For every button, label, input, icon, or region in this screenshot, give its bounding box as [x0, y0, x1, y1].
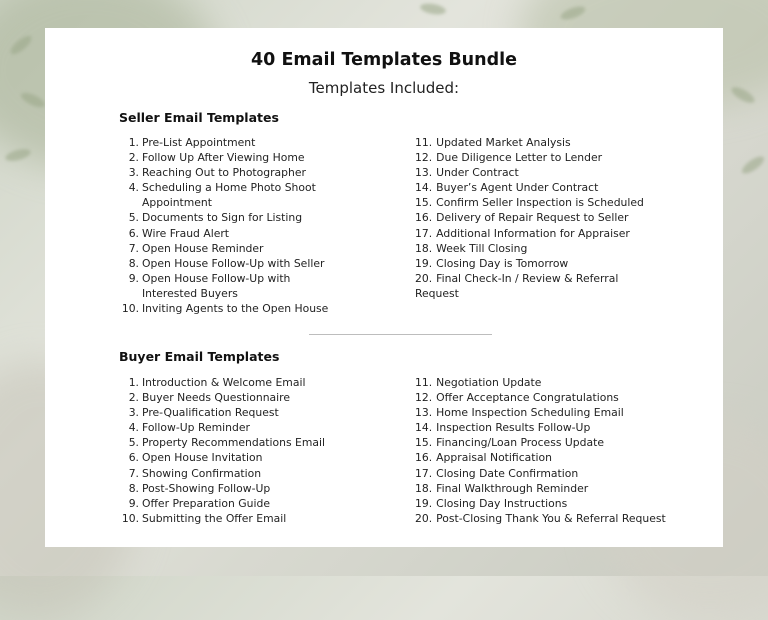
list-item-text: Post-Closing Thank You & Referral Request — [436, 511, 666, 525]
list-item-number: 15. — [415, 436, 433, 450]
list-item-number: 2. — [128, 151, 139, 165]
buyer-template-item — [125, 390, 365, 405]
leaf-decoration — [4, 147, 32, 163]
leaf-decoration — [739, 153, 766, 176]
list-item-number: 20. — [415, 511, 433, 525]
buyer-template-item — [125, 466, 365, 481]
page-title: 40 Email Templates Bundle — [251, 50, 517, 70]
list-item-text: Week Till Closing — [436, 241, 528, 255]
list-item-text: Closing Day is Tomorrow — [436, 256, 569, 270]
list-item-number: 18. — [415, 481, 433, 495]
list-item-number: 20. — [415, 271, 433, 285]
list-item-text: Documents to Sign for Listing — [142, 211, 303, 225]
list-item-number: 9. — [128, 271, 139, 285]
seller-template-item — [121, 301, 345, 316]
list-item-number: 10. — [121, 511, 139, 525]
list-item-number: 14. — [415, 181, 433, 195]
list-item-number: 14. — [415, 421, 433, 435]
list-item-text: Final Check-In / Review & Referral Request — [415, 271, 619, 300]
list-item-number: 18. — [415, 241, 433, 255]
seller-list-left — [121, 135, 345, 316]
list-item-text: Wire Fraud Alert — [142, 226, 230, 240]
list-item-text: Confirm Seller Inspection is Scheduled — [436, 196, 644, 210]
seller-template-item — [415, 150, 655, 165]
buyer-template-item — [415, 450, 695, 465]
list-item-text: Offer Preparation Guide — [142, 496, 270, 510]
buyer-template-item — [125, 420, 365, 435]
seller-template-item — [415, 256, 655, 271]
list-item-number: 1. — [128, 376, 139, 389]
list-item-text: Under Contract — [436, 166, 519, 180]
buyer-template-item — [415, 466, 695, 481]
list-item-number: 1. — [128, 136, 139, 149]
section-divider — [309, 334, 492, 335]
seller-template-item — [415, 165, 655, 180]
list-item-text: Closing Date Confirmation — [436, 466, 579, 480]
list-item-number: 7. — [128, 241, 139, 255]
list-item-text: Closing Day Instructions — [436, 496, 568, 510]
seller-template-item — [415, 135, 655, 150]
list-item-number: 19. — [415, 256, 433, 270]
buyer-template-item — [415, 375, 695, 390]
seller-template-item — [415, 271, 655, 301]
list-item-number: 3. — [128, 406, 139, 420]
list-item-text: Submitting the Offer Email — [142, 511, 287, 525]
buyer-template-item — [125, 375, 365, 390]
buyer-template-item — [415, 420, 695, 435]
seller-template-item — [125, 271, 345, 301]
list-item-number: 13. — [415, 406, 433, 420]
list-item-number: 6. — [128, 451, 139, 465]
list-item-number: 15. — [415, 196, 433, 210]
list-item-text: Updated Market Analysis — [436, 136, 571, 149]
list-item-text: Reaching Out to Photographer — [142, 166, 306, 180]
list-item-text: Inspection Results Follow-Up — [436, 421, 591, 435]
list-item-text: Buyer’s Agent Under Contract — [436, 181, 599, 195]
buyer-template-item — [125, 435, 365, 450]
list-item-number: 13. — [415, 166, 433, 180]
seller-template-item — [415, 180, 655, 195]
seller-template-item — [125, 256, 345, 271]
seller-section-heading: Seller Email Templates — [119, 110, 279, 125]
list-item-number: 7. — [128, 466, 139, 480]
seller-template-item — [415, 241, 655, 256]
seller-template-item — [125, 165, 345, 180]
list-item-number: 4. — [128, 181, 139, 195]
seller-template-item — [415, 195, 655, 210]
seller-template-item — [415, 226, 655, 241]
list-item-number: 4. — [128, 421, 139, 435]
list-item-number: 8. — [128, 481, 139, 495]
list-item-text: Open House Invitation — [142, 451, 263, 465]
list-item-number: 10. — [121, 302, 139, 316]
list-item-text: Inviting Agents to the Open House — [142, 302, 329, 316]
buyer-template-item — [125, 450, 365, 465]
list-item-number: 12. — [415, 151, 433, 165]
list-item-text: Due Diligence Letter to Lender — [436, 151, 603, 165]
list-item-text: Negotiation Update — [436, 376, 542, 389]
list-item-number: 3. — [128, 166, 139, 180]
list-item-text: Showing Confirmation — [142, 466, 262, 480]
leaf-decoration — [419, 2, 446, 16]
buyer-list-left — [121, 375, 365, 526]
list-item-number: 12. — [415, 391, 433, 405]
list-item-number: 6. — [128, 226, 139, 240]
list-item-text: Final Walkthrough Reminder — [436, 481, 589, 495]
seller-template-item — [125, 241, 345, 256]
list-item-text: Open House Follow-Up with Interested Buyers — [142, 271, 291, 300]
list-item-number: 11. — [415, 136, 433, 149]
list-item-text: Appraisal Notification — [436, 451, 552, 465]
seller-template-item — [125, 135, 345, 150]
list-item-text: Pre-Qualification Request — [142, 406, 279, 420]
seller-template-item — [415, 210, 655, 225]
list-item-text: Follow-Up Reminder — [142, 421, 250, 435]
list-item-number: 5. — [128, 211, 139, 225]
templates-card — [45, 28, 723, 547]
buyer-template-item — [415, 405, 695, 420]
list-item-number: 17. — [415, 466, 433, 480]
buyer-template-item — [415, 435, 695, 450]
list-item-text: Open House Follow-Up with Seller — [142, 256, 325, 270]
list-item-text: Financing/Loan Process Update — [436, 436, 604, 450]
list-item-number: 19. — [415, 496, 433, 510]
buyer-template-item — [125, 405, 365, 420]
list-item-number: 9. — [128, 496, 139, 510]
list-item-text: Pre-List Appointment — [142, 136, 256, 149]
seller-list-right — [415, 135, 655, 301]
buyer-template-item — [121, 511, 365, 526]
list-item-text: Offer Acceptance Congratulations — [436, 391, 619, 405]
buyer-template-item — [415, 496, 695, 511]
list-item-text: Introduction & Welcome Email — [142, 376, 306, 389]
seller-template-item — [125, 150, 345, 165]
seller-template-item — [125, 226, 345, 241]
list-item-text: Post-Showing Follow-Up — [142, 481, 271, 495]
list-item-number: 5. — [128, 436, 139, 450]
buyer-template-item — [125, 496, 365, 511]
buyer-template-item — [125, 481, 365, 496]
list-item-text: Delivery of Repair Request to Seller — [436, 211, 629, 225]
list-item-text: Buyer Needs Questionnaire — [142, 391, 291, 405]
list-item-text: Open House Reminder — [142, 241, 264, 255]
buyer-template-item — [415, 390, 695, 405]
seller-template-item — [125, 180, 345, 210]
buyer-template-item — [415, 511, 695, 526]
list-item-text: Scheduling a Home Photo Shoot Appointment — [142, 181, 316, 210]
list-item-text: Follow Up After Viewing Home — [142, 151, 305, 165]
list-item-text: Home Inspection Scheduling Email — [436, 406, 624, 420]
list-item-number: 16. — [415, 211, 433, 225]
list-item-text: Additional Information for Appraiser — [436, 226, 630, 240]
buyer-template-item — [415, 481, 695, 496]
seller-template-item — [125, 210, 345, 225]
buyer-section-heading: Buyer Email Templates — [119, 349, 280, 364]
list-item-number: 16. — [415, 451, 433, 465]
list-item-number: 17. — [415, 226, 433, 240]
page-subtitle: Templates Included: — [308, 79, 460, 97]
list-item-number: 2. — [128, 391, 139, 405]
buyer-list-right — [415, 375, 695, 526]
list-item-number: 11. — [415, 376, 433, 389]
list-item-number: 8. — [128, 256, 139, 270]
list-item-text: Property Recommendations Email — [142, 436, 326, 450]
